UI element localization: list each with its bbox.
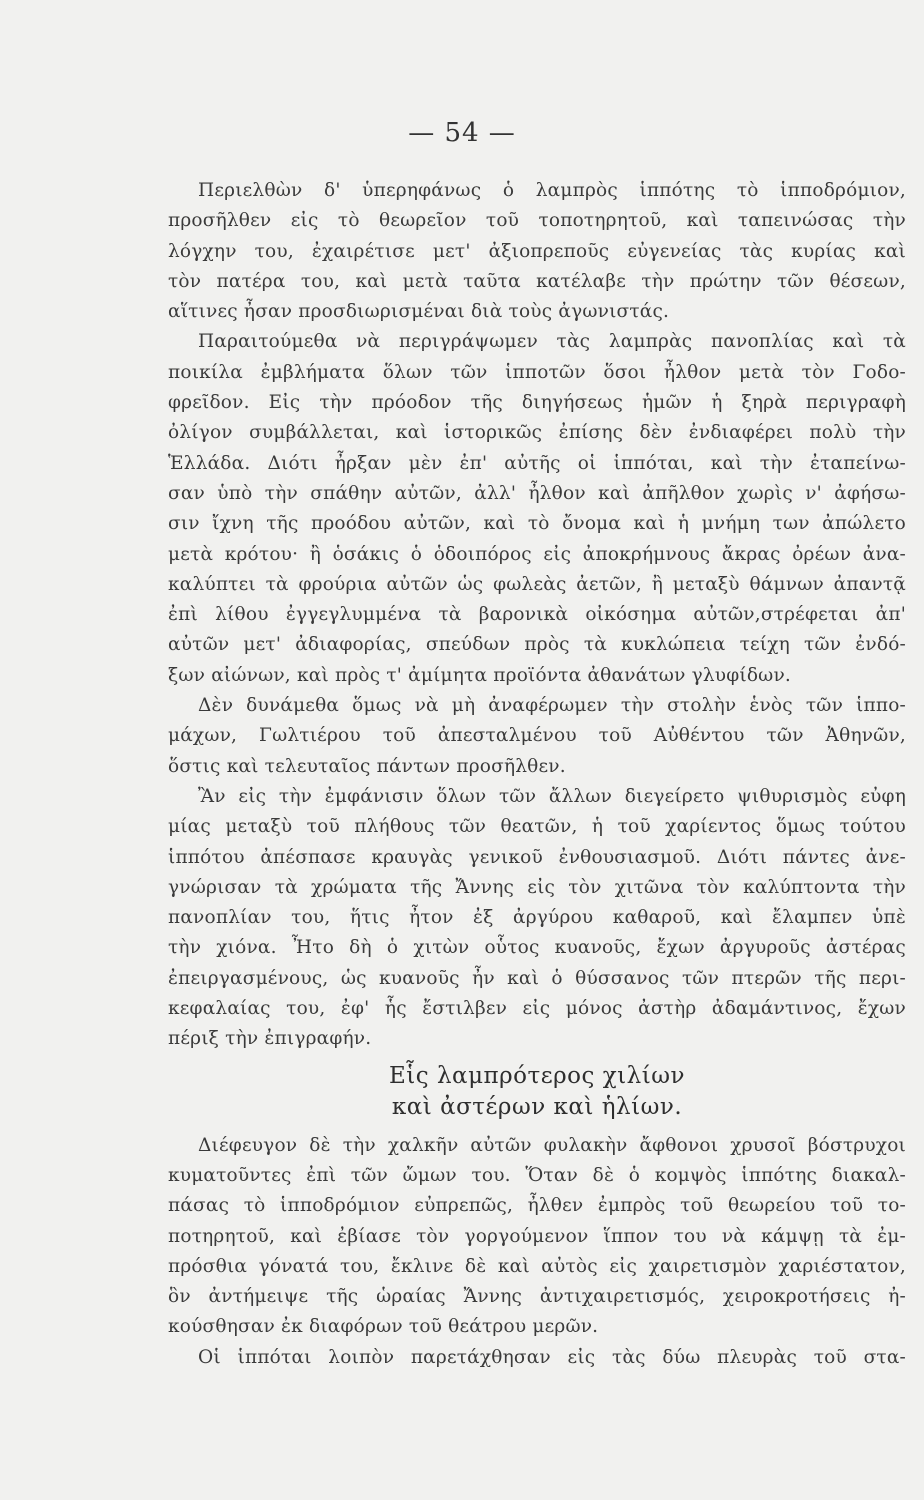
text-line: ὀλίγον συμβάλλεται, καὶ ἱστορικῶς ἐπίσης δὲν ἐνδιαφέρει πολὺ τὴν [168, 422, 906, 444]
text-line: πέριξ τὴν ἐπιγραφήν. [168, 1028, 372, 1050]
text-line: πανοπλίαν του, ἥτις ἦτον ἐξ ἀργύρου καθαροῦ, καὶ ἔλαμπεν ὑπὲ [168, 907, 906, 929]
text-line: ἐπὶ λίθου ἐγγεγλυμμένα τὰ βαρονικὰ οἰκόσημα αὐτῶν,στρέφεται ἀπ' [168, 604, 906, 626]
text-line: τὸν πατέρα του, καὶ μετὰ ταῦτα κατέλαβε τὴν πρώτην τῶν θέσεων, [168, 270, 906, 292]
text-line: φρεῖδον. Εἰς τὴν πρόοδον τῆς διηγήσεως ἡμῶν ἡ ξηρὰ περιγραφὴ [168, 392, 906, 414]
text-line: λόγχην του, ἐχαιρέτισε μετ' ἀξιοπρεποῦς εὐγενείας τὰς κυρίας καὶ [168, 240, 906, 262]
text-line: σαν ὑπὸ τὴν σπάθην αὐτῶν, ἀλλ' ἦλθον καὶ ἀπῆλθον χωρὶς ν' ἀφήσω- [168, 482, 906, 504]
text-line: πάσας τὸ ἱπποδρόμιον εὐπρεπῶς, ἦλθεν ἐμπρὸς τοῦ θεωρείου τοῦ το- [168, 1195, 906, 1217]
text-line: Ἂν εἰς τὴν ἐμφάνισιν ὅλων τῶν ἄλλων διεγείρετο ψιθυρισμὸς εὐφη [198, 785, 906, 807]
text-line: Περιελθὼν δ' ὑπερηφάνως ὁ λαμπρὸς ἱππότης τὸ ἱπποδρόμιον, [198, 180, 906, 201]
text-line: αὐτῶν μετ' ἀδιαφορίας, σπεύδων πρὸς τὰ κυκλώπεια τείχη τῶν ἐνδό- [168, 634, 906, 656]
paragraph-4 [168, 782, 906, 1055]
text-line: μετὰ κρότου· ἢ ὁσάκις ὁ ὁδοιπόρος εἰς ἀποκρήμνους ἄκρας ὀρέων ἀνα- [168, 543, 906, 565]
paragraph-1 [168, 176, 906, 327]
text-line: κυματοῦντες ἐπὶ τῶν ὤμων του. Ὅταν δὲ ὁ κομψὸς ἱππότης διακαλ- [168, 1164, 906, 1186]
text-line: πρόσθια γόνατά του, ἔκλινε δὲ καὶ αὐτὸς εἰς χαιρετισμὸν χαριέστατον, [168, 1255, 906, 1277]
text-line: ἐπειργασμένους, ὡς κυανοῦς ἦν καὶ ὁ θύσσανος τῶν πτερῶν τῆς περι- [168, 967, 906, 989]
inscription-line-1: Εἷς λαμπρότερος χιλίων [388, 1062, 686, 1089]
paragraph-2 [168, 327, 906, 691]
text-line: Διέφευγον δὲ τὴν χαλκῆν αὐτῶν φυλακὴν ἄφθονοι χρυσοῖ βόστρυχοι [198, 1134, 906, 1156]
text-line: Ἑλλάδα. Διότι ἦρξαν μὲν ἐπ' αὐτῆς οἱ ἱππόται, καὶ τὴν ἐταπείνω- [168, 452, 906, 474]
paragraph-6 [168, 1343, 906, 1373]
text-line: ὅστις καὶ τελευταῖος πάντων προσῆλθεν. [168, 755, 566, 777]
text-line: μίας μεταξὺ τοῦ πλήθους τῶν θεατῶν, ἡ τοῦ χαρίεντος ὅμως τούτου [168, 816, 906, 838]
text-line: κούσθησαν ἐκ διαφόρων τοῦ θεάτρου μερῶν. [168, 1316, 599, 1338]
text-line: Παραιτούμεθα νὰ περιγράψωμεν τὰς λαμπρὰς πανοπλίας καὶ τὰ [198, 331, 906, 353]
text-line: ποικίλα ἐμβλήματα ὅλων τῶν ἱπποτῶν ὅσοι ἦλθον μετὰ τὸν Γοδο- [168, 361, 906, 383]
text-line: κεφαλαίας του, ἐφ' ἧς ἔστιλβεν εἰς μόνος ἀστὴρ ἀδαμάντινος, ἔχων [168, 998, 906, 1020]
text-line: ποτηρητοῦ, καὶ ἐβίασε τὸν γοργούμενον ἵππον του νὰ κάμψῃ τὰ ἐμ- [168, 1225, 906, 1247]
text-line: αἵτινες ἦσαν προσδιωρισμέναι διὰ τοὺς ἀγωνιστάς. [168, 301, 670, 323]
page-number: — 54 — [408, 118, 516, 148]
text-line: Δὲν δυνάμεθα ὅμως νὰ μὴ ἀναφέρωμεν τὴν στολὴν ἑνὸς τῶν ἱππο- [198, 695, 906, 717]
paragraph-5 [168, 1131, 906, 1343]
text-line: προσῆλθεν εἰς τὸ θεωρεῖον τοῦ τοποτηρητοῦ, καὶ ταπεινώσας τὴν [168, 210, 906, 232]
text-line: Οἱ ἱππόται λοιπὸν παρετάχθησαν εἰς τὰς δύω πλευρὰς τοῦ στα- [198, 1346, 906, 1368]
text-line: σιν ἴχνη τῆς προόδου αὐτῶν, καὶ τὸ ὄνομα καὶ ἡ μνήμη των ἀπώλετο [168, 513, 906, 535]
text-line: μάχων, Γωλτιέρου τοῦ ἀπεσταλμένου τοῦ Αὐθέντου τῶν Ἀθηνῶν, [168, 725, 906, 747]
text-line: ξων αἰώνων, καὶ πρὸς τ' ἀμίμητα προϊόντα ἀθανάτων γλυφίδων. [168, 664, 791, 686]
text-line: ἱππότου ἀπέσπασε κραυγὰς γενικοῦ ἐνθουσιασμοῦ. Διότι πάντες ἀνε- [168, 846, 906, 868]
text-line: καλύπτει τὰ φρούρια αὐτῶν ὡς φωλεὰς ἀετῶν, ἢ μεταξὺ θάμνων ἀπαντᾷ [168, 573, 906, 595]
body-text [168, 176, 906, 1373]
paragraph-3 [168, 691, 906, 782]
inscription-line-2: καὶ ἀστέρων καὶ ἡλίων. [391, 1093, 683, 1120]
text-line: τὴν χιόνα. Ἦτο δὴ ὁ χιτὼν οὗτος κυανοῦς, ἔχων ἀργυροῦς ἀστέρας [168, 937, 906, 959]
inscription-heading [168, 1061, 906, 1123]
text-line: ὃν ἀντήμειψε τῆς ὡραίας Ἄννης ἀντιχαιρετισμός, χειροκροτήσεις ἠ- [168, 1286, 906, 1308]
text-line: γνώρισαν τὰ χρώματα τῆς Ἄννης εἰς τὸν χιτῶνα τὸν καλύπτοντα τὴν [168, 876, 906, 898]
